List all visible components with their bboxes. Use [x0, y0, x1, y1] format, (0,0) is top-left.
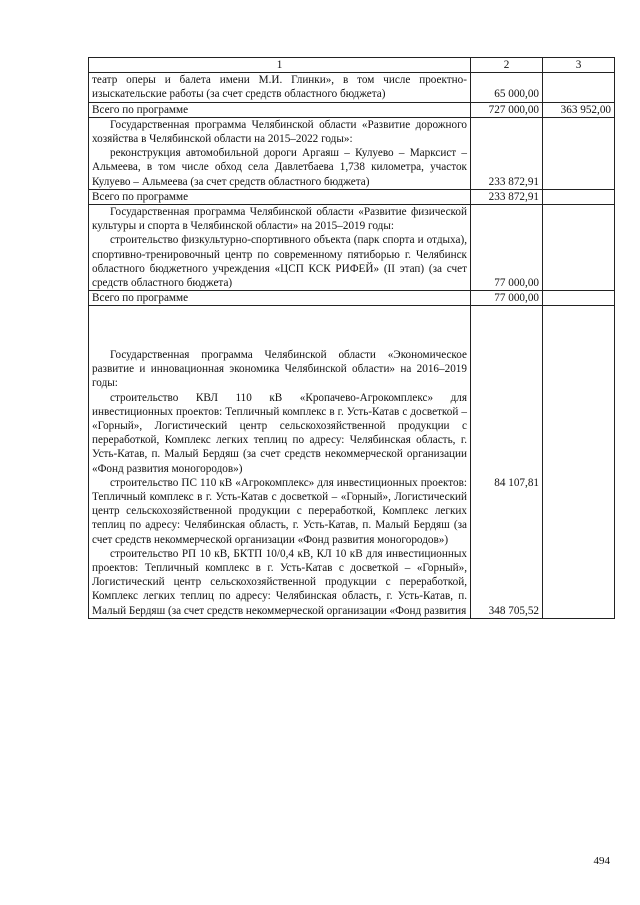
- row-value-col2: 348 705,52: [488, 604, 539, 617]
- table-row: [89, 306, 615, 618]
- table-row: [89, 205, 615, 291]
- row-value-col2: 84 107,81: [494, 477, 539, 490]
- table-header-row: [89, 58, 615, 73]
- program-item-text: строительство физкультурно-спортивного объекта (парк спорта и отдыха), спортивно-тренировочный центр по современному пятиборью г. Челябинск областного бюджетного учреждения «ЦСП КСК РИФЕЙ» (II этап) (за счет средств областного бюджета): [92, 234, 467, 290]
- table-row: [89, 117, 615, 189]
- row-text: Всего по программе: [89, 291, 471, 306]
- table-row: [89, 73, 615, 102]
- row-text: Всего по программе: [89, 189, 471, 204]
- row-value-col3: [543, 291, 615, 306]
- row-value-col3: [543, 117, 615, 189]
- table-total-row: [89, 291, 615, 306]
- row-value-col3: 363 952,00: [543, 102, 615, 117]
- header-col-1: 1: [89, 58, 471, 73]
- program-item-text: строительство ПС 110 кВ «Агрокомплекс» для инвестиционных проектов: Тепличный комплекс в г. Усть-Катав с досветкой – «Горный», Логистический центр сельскохозяйственной продукции с переработкой, Комплекс легких теплиц по адресу: Челябинская область, г. Усть-Катав, п. Малый Бердяш (за счет средств некоммерческой организации «Фонд развития моногородов»): [92, 476, 467, 546]
- table-total-row: [89, 102, 615, 117]
- header-col-3: 3: [543, 58, 615, 73]
- row-value-col2: 77 000,00: [471, 291, 543, 306]
- row-text: Всего по программе: [89, 102, 471, 117]
- row-value-col3: [543, 306, 615, 618]
- page-number: 494: [593, 855, 610, 867]
- row-value-col2: 727 000,00: [471, 102, 543, 117]
- program-cell: [89, 306, 471, 618]
- row-value-col2: 77 000,00: [471, 205, 543, 291]
- row-value-col2: 233 872,91: [471, 189, 543, 204]
- row-value-col3: [543, 205, 615, 291]
- program-item-text: строительство РП 10 кВ, БКТП 10/0,4 кВ, КЛ 10 кВ для инвестиционных проектов: Тепличный комплекс в г. Усть-Катав с досветкой – «Горный», Логистический центр сельскохозяйственной продукции с переработкой, Комплекс легких теплиц по адресу: Челябинская область, г. Усть-Катав, п. Малый Бердяш (за счет средств некоммерческой организации «Фонд развития: [92, 547, 467, 617]
- row-text: театр оперы и балета имени М.И. Глинки», в том числе проектно-изыскательские работы (за счет средств областного бюджета): [89, 73, 471, 102]
- program-cell: [89, 117, 471, 189]
- program-title: Государственная программа Челябинской области «Развитие физической культуры и спорта в Челябинской области» на 2015–2019 годы:: [92, 206, 467, 233]
- row-values-col2: [471, 306, 543, 618]
- program-item-text: строительство КВЛ 110 кВ «Кропачево-Агрокомплекс» для инвестиционных проектов: Тепличный комплекс в г. Усть-Катав с досветкой – «Горный», Логистический центр сельскохозяйственной продукции с переработкой, Комплекс легких теплиц по адресу: Челябинская область, г. Усть-Катав, п. Малый Бердяш (за счет средств некоммерческой организации «Фонд развития моногородов»): [92, 391, 467, 475]
- row-value-col3: [543, 189, 615, 204]
- row-value-col2: 65 000,00: [471, 73, 543, 102]
- table-total-row: [89, 189, 615, 204]
- header-col-2: 2: [471, 58, 543, 73]
- program-item-text: реконструкция автомобильной дороги Аргаяш – Кулуево – Марксист – Альмеева, в том числе обход села Давлетбаева 1,738 километра, участок Кулуево – Альмеева (за счет средств областного бюджета): [92, 147, 467, 188]
- row-value-col2: 233 872,91: [471, 117, 543, 189]
- program-title: Государственная программа Челябинской области «Развитие дорожного хозяйства в Челябинской области на 2015–2022 годы»:: [92, 118, 467, 146]
- program-cell: [89, 205, 471, 291]
- program-title: Государственная программа Челябинской области «Экономическое развитие и инновационная экономика Челябинской области» на 2016–2019 годы:: [92, 349, 467, 390]
- budget-table: [88, 57, 615, 619]
- row-value-col3: [543, 73, 615, 102]
